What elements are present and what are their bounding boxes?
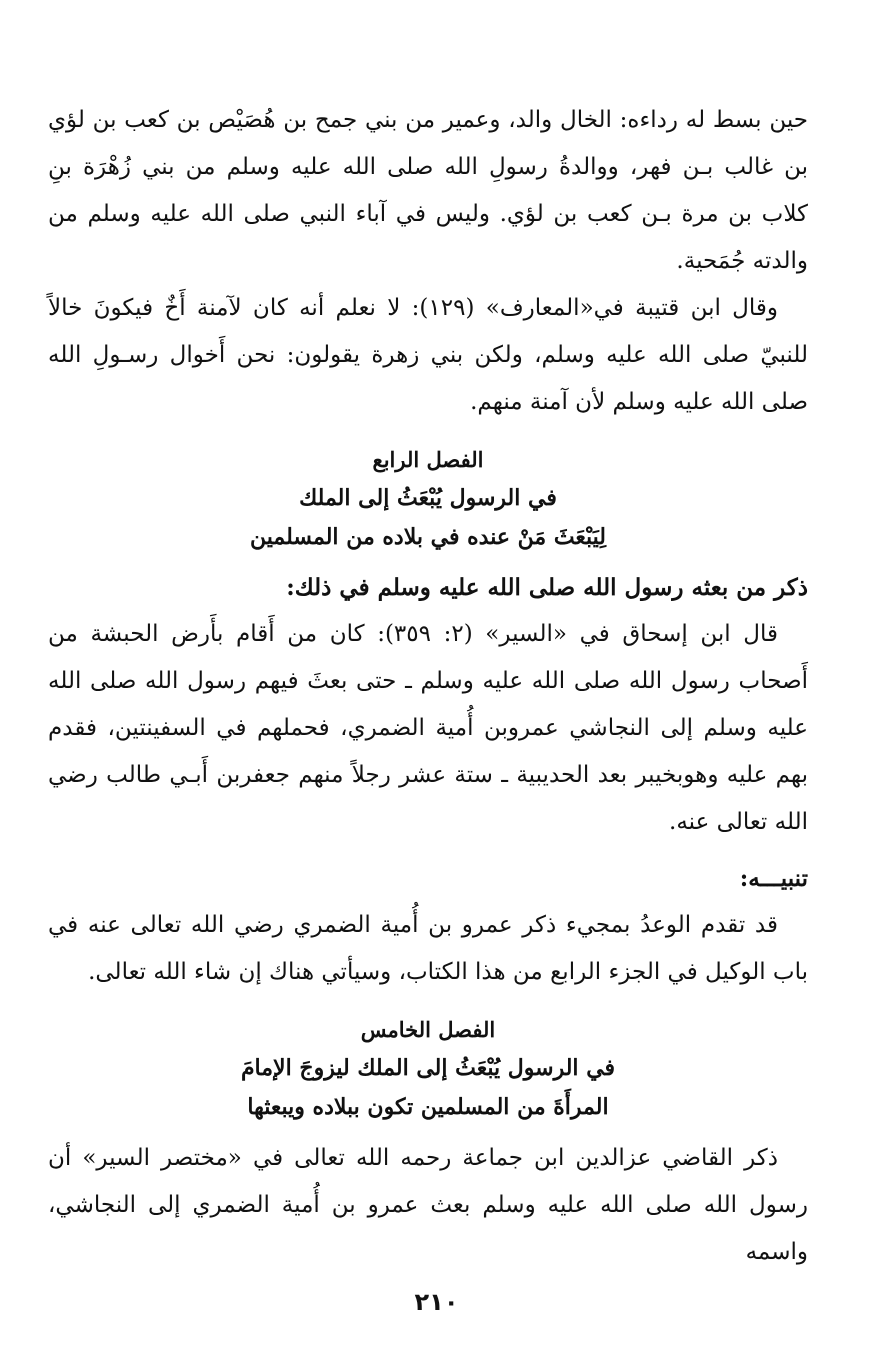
page-number: ٢١٠	[414, 1288, 459, 1316]
chapter-five-line-2: المرأَةَ من المسلمين تكون ببلاده ويبعثها	[247, 1094, 609, 1120]
chapter-five-line-1: في الرسول يُبْعَثُ إلى الملك ليزوجَ الإمامَ	[240, 1055, 616, 1081]
section-four-paragraph: قال ابن إسحاق في «السير» (٢: ٣٥٩): كان من أَقام بأَرض الحبشة من أَصحاب رسول الله صلى الله عليه وسلم ـ حتى بعثَ فيهم رسول الله صلى الله عليه وسلم إلى النجاشي عمروبن أُمية الضمري، فحملهم في السفينتين، فقدم بهم عليه وهوبخيبر بعد الحديبية ـ ستة عشر رجلاً منهم جعفربن أَبـي طالب رضي الله تعالى عنه.	[48, 621, 808, 835]
paragraph-top-2: وقال ابن قتيبة في«المعارف» (١٢٩): لا نعلم أنه كان لآمنة أَخٌ فيكونَ خالاً للنبيّ صلى الله عليه وسلم، ولكن بني زهرة يقولون: نحن أَخوال رسـولِ الله صلى الله عليه وسلم لأن آمنة منهم.	[48, 295, 808, 415]
notice-paragraph: قد تقدم الوعدُ بمجيء ذكر عمرو بن أُمية الضمري رضي الله تعالى عنه في باب الوكيل في الجزء الرابع من هذا الكتاب، وسيأتي هناك إن شاء الله تعالى.	[48, 912, 808, 985]
notice-heading: تنبيـــه:	[739, 865, 808, 892]
section-five-paragraph: ذكر القاضي عزالدين ابن جماعة رحمه الله تعالى في «مختصر السير» أن رسول الله صلى الله عليه وسلم بعث عمرو بن أُمية الضمري إلى النجاشي، واسمه	[48, 1145, 808, 1265]
page-body	[48, 97, 808, 1276]
chapter-four-line-1: في الرسول يُبْعَثُ إلى الملك	[299, 485, 557, 511]
chapter-four-title: الفصل الرابع	[372, 447, 484, 472]
chapter-four-heading	[48, 440, 808, 557]
chapter-five-heading	[48, 1010, 808, 1127]
chapter-five-title: الفصل الخامس	[360, 1017, 496, 1042]
paragraph-top-1: حين بسط له رداءه: الخال والد، وعمير من بني جمح بن هُصَيْص بن كعب بن لؤي بن غالب بـن فهر، ووالدةُ رسولِ الله صلى الله عليه وسلم من بني زُهْرَة بنِ كلاب بن مرة بـن كعب بن لؤي. وليس في آباء النبي صلى الله عليه وسلم من والدته جُمَحية.	[48, 107, 808, 274]
section-four-heading: ذكر من بعثه رسول الله صلى الله عليه وسلم في ذلك:	[286, 574, 808, 601]
chapter-four-line-2: لِيَبْعَثَ مَنْ عنده في بلاده من المسلمين	[249, 524, 607, 550]
